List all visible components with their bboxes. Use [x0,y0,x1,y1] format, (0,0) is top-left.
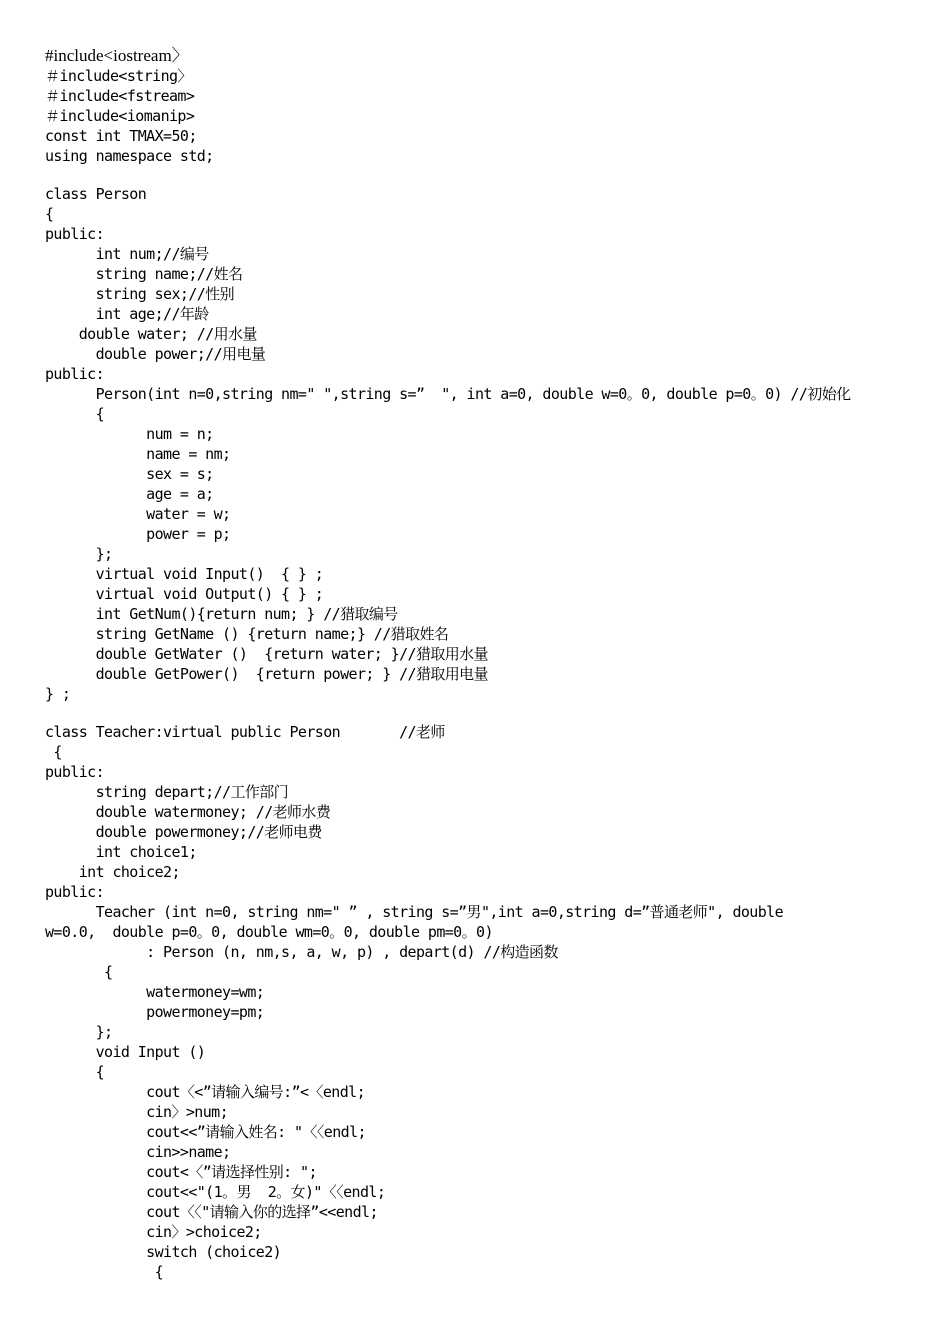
code-line: void Input () [45,1043,206,1061]
code-line: double power;//用电量 [45,345,266,363]
code-line: string GetName () {return name;} //猎取姓名 [45,625,449,643]
code-line: string sex;//性别 [45,285,234,303]
code-line: water = w; [45,505,231,523]
code-line: int choice1; [45,843,197,861]
code-line: Teacher (int n=0, string nm=" ” , string s=”男",int a=0,string d=”普通老师", double [45,903,784,921]
code-line: ＃include<string〉 [45,67,192,85]
code-line: double powermoney;//老师电费 [45,823,322,841]
code-line: Person(int n=0,string nm=" ",string s=” ", int a=0, double w=0。0, double p=0。0) //初始化 [45,385,851,403]
code-line: class Teacher:virtual public Person //老师 [45,723,445,741]
code-line: cin〉>choice2; [45,1223,262,1241]
code-line: { [45,405,105,423]
code-line: power = p; [45,525,231,543]
code-line: virtual void Output() { } ; [45,585,324,603]
code-line: num = n; [45,425,214,443]
code-line: public: [45,365,105,383]
code-line: public: [45,225,105,243]
code-line: double GetPower() {return power; } //猎取用电量 [45,665,488,683]
code-line: double GetWater () {return water; }//猎取用水量 [45,645,488,663]
blank-line [45,166,925,184]
code-line: w=0.0, double p=0。0, double wm=0。0, double pm=0。0) [45,923,493,941]
code-line: cin>>name; [45,1143,231,1161]
code-line: string name;//姓名 [45,265,243,283]
code-line: cout<〈”请选择性别: "; [45,1163,317,1181]
code-line: } ; [45,685,71,703]
code-line: int num;//编号 [45,245,209,263]
code-line: const int TMAX=50; [45,127,197,145]
code-line: int age;//年龄 [45,305,209,323]
code-line: watermoney=wm; [45,983,265,1001]
code-line: string depart;//工作部门 [45,783,289,801]
code-document [45,46,925,1282]
code-line: public: [45,883,105,901]
code-line: #include<iostream〉 [45,46,189,65]
code-line: { [45,205,54,223]
code-line: { [45,963,113,981]
code-line: { [45,743,62,761]
code-line: int GetNum(){return num; } //猎取编号 [45,605,398,623]
code-line: virtual void Input() { } ; [45,565,324,583]
code-line: double watermoney; //老师水费 [45,803,331,821]
code-line: age = a; [45,485,214,503]
code-line: { [45,1063,105,1081]
code-line: ＃include<iomanip> [45,107,195,125]
code-line: cout<<"(1。男 2。女)"〈〈endl; [45,1183,386,1201]
code-line: }; [45,545,113,563]
code-line: cout〈<”请输入编号:”<〈endl; [45,1083,366,1101]
code-line: cout〈〈"请输入你的选择”<<endl; [45,1203,378,1221]
blank-line [45,704,925,722]
code-line: ＃include<fstream> [45,87,195,105]
code-line: name = nm; [45,445,231,463]
code-line: class Person [45,185,147,203]
code-line: switch (choice2) [45,1243,282,1261]
code-line: using namespace std; [45,147,214,165]
code-line: : Person (n, nm,s, a, w, p) , depart(d) //构造函数 [45,943,558,961]
code-line: }; [45,1023,113,1041]
code-line: sex = s; [45,465,214,483]
code-line: cin〉>num; [45,1103,229,1121]
code-line: public: [45,763,105,781]
code-line: int choice2; [45,863,180,881]
code-line: powermoney=pm; [45,1003,265,1021]
code-line: { [45,1263,164,1281]
code-line: double water; //用水量 [45,325,257,343]
code-line: cout<<”请输入姓名: "〈〈endl; [45,1123,366,1141]
